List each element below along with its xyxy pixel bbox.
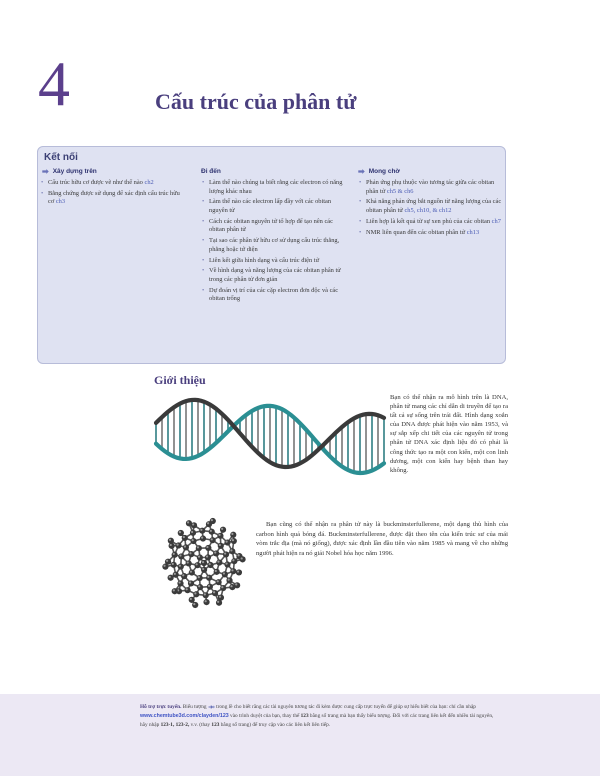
list-item: • Cách các obitan nguyên tử tổ hợp để tạo nên các obitan phân tử	[201, 218, 346, 235]
chapter-ref-link[interactable]: ch7	[491, 217, 501, 225]
arrow-right-icon: ➡	[42, 166, 49, 176]
connections-column-looking-forward	[358, 165, 503, 239]
chapter-ref-link[interactable]: ch5, ch10, & ch12	[404, 206, 452, 214]
column-heading: Đi đến	[201, 167, 221, 175]
connections-title: Kết nối	[44, 152, 78, 163]
chapter-title: Cấu trúc của phân tử	[155, 89, 357, 114]
online-support-footer	[0, 694, 600, 776]
list-item: • Liên hợp là kết quả từ sự xen phủ của các obitan ch7	[358, 218, 503, 227]
chapter-ref-link[interactable]: ch5 & ch6	[386, 187, 414, 195]
connections-column-arriving-at	[201, 165, 346, 306]
column-heading: ➡ Mong chờ	[358, 166, 401, 176]
dna-model-image	[152, 388, 387, 494]
intro-paragraph-buckyball: Bạn cũng có thể nhận ra phân tử này là buckminsterfullerene, một dạng thù hình của carbon hình quả bóng đá. Buckminsterfullerene, được đặt theo tên của kiến trúc sư của mái vòm trắc địa (mà nó giống), được xác định lần đầu tiên vào năm 1985 và mang về cho những người phát hiện ra nó giải Nobel hóa học năm 1996.	[256, 521, 508, 557]
chapter-ref-link[interactable]: ch2	[144, 179, 154, 186]
intro-heading: Giới thiệu	[154, 373, 206, 387]
list-item: • Về hình dạng và năng lượng của các obitan phân tử trong các phân tử đơn giản	[201, 267, 346, 284]
chapter-ref-link[interactable]: ch13	[466, 228, 480, 236]
chapter-number: 4	[38, 48, 70, 119]
intro-paragraph-dna: Bạn có thể nhận ra mô hình trên là DNA, phân tử mang các chỉ dẫn di truyền để tạo ra tất cả sự sống trên trái đất. Hình dạng xoắn của DNA được phát hiện vào năm 1953, và sự sắp xếp chi tiết của các nguyên tử trong phân tử DNA xác định liệu đó có phải là công thức tạo ra một con kiến, một con linh dương, một con kiến hay bệnh than hay không.	[390, 394, 508, 474]
list-item: • Khả năng phản ứng bắt nguồn từ năng lượng của các obitan phân tử ch5, ch10, & ch12	[358, 198, 503, 215]
online-support-note: Hỗ trợ trực tuyến. Biểu tượng trong lề cho biết rằng các tài nguyên tương tác đi kèm được cung cấp trực tuyến để giúp sự hiểu biết của bạn: chỉ cần nhập www.chemtube3d.com/clayden/123 vào trình duyệt của bạn, thay thế 123 bằng số trang mà bạn thấy biểu tượng. Đối với các trang liên kết đến nhiều tài nguyên, hãy nhập 123-1, 123-2, v.v. (thay 123 bằng số trang) để truy cập vào các liên kết liên tiếp.	[140, 704, 494, 728]
list-item: • Liên kết giữa hình dạng và cấu trúc điện tử	[201, 257, 346, 266]
column-heading: ➡ Xây dựng trên	[42, 166, 97, 176]
online-support-label: Hỗ trợ trực tuyến.	[140, 704, 182, 710]
list-item: • Dự đoán vị trí của các cặp electron đơn độc và các obitan trống	[201, 287, 346, 304]
list-item: • NMR liên quan đến các obitan phân tử ch13	[358, 229, 503, 238]
connections-panel	[37, 146, 506, 364]
list-item: • Làm thế nào các electron lấp đầy với các obitan nguyên tử	[201, 198, 346, 215]
buckminsterfullerene-model-image	[158, 514, 250, 611]
chemtube-url-link[interactable]: www.chemtube3d.com/clayden/123	[140, 713, 229, 719]
list-item: • Cấu trúc hữu cơ được vẽ như thế nào ch2	[40, 179, 185, 188]
online-resource-icon	[208, 704, 215, 710]
list-item: • Bằng chứng được sử dụng để xác định cấu trúc hữu cơ ch3	[40, 190, 185, 207]
list-item: • Phản ứng phụ thuộc vào tương tác giữa các obitan phân tử ch5 & ch6	[358, 179, 503, 196]
chapter-ref-link[interactable]: ch3	[55, 198, 66, 206]
connections-column-building-on	[40, 165, 185, 209]
arrow-right-icon: ➡	[358, 166, 365, 176]
list-item: • Làm thế nào chúng ta biết rằng các electron có năng lượng khác nhau	[201, 179, 346, 196]
list-item: • Tại sao các phân tử hữu cơ sử dụng cấu trúc thẳng, phẳng hoặc tứ diện	[201, 237, 346, 254]
